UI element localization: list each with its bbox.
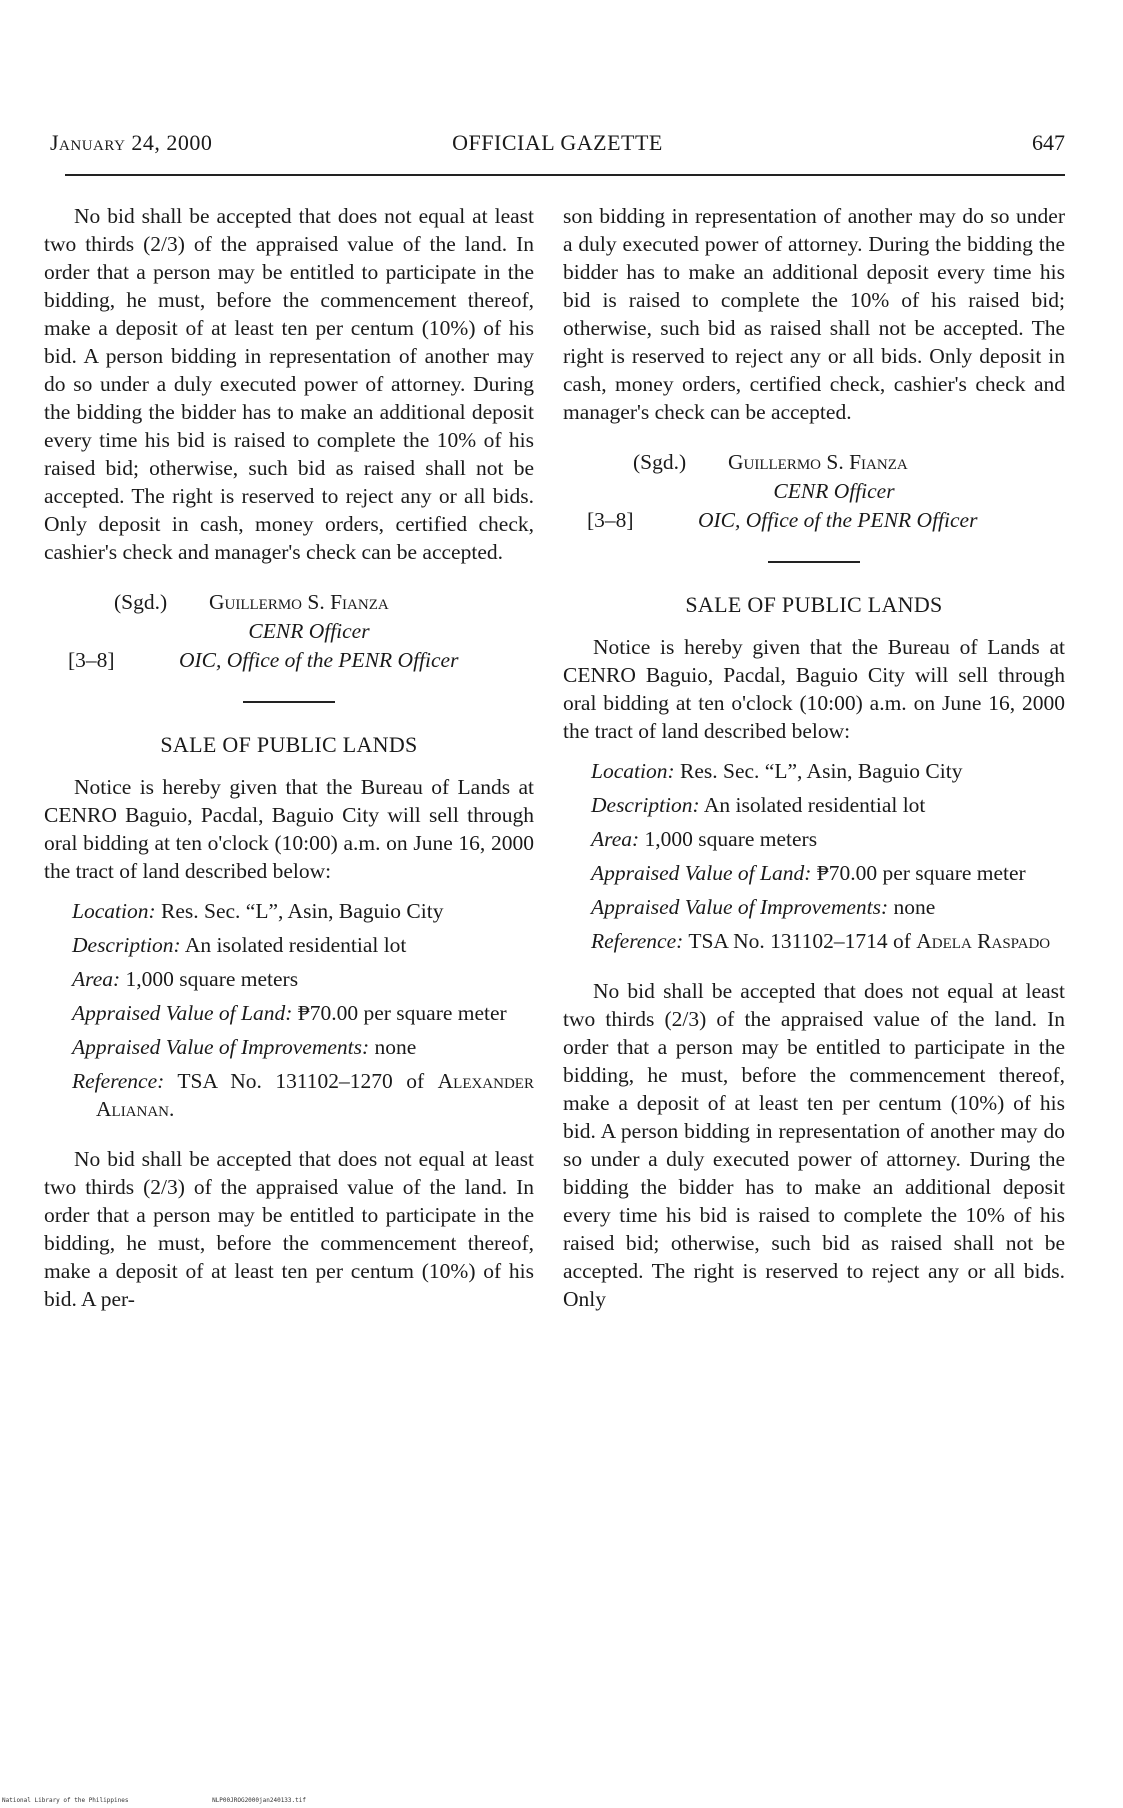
signatory-title: CENR Officer [248, 619, 370, 643]
detail-improvements-value: Appraised Value of Improvements: none [72, 1035, 417, 1059]
bid-conditions-paragraph: No bid shall be accepted that does not equal at least two thirds (2/3) of the appraised value of the land. In order that a person may be entitled to participate in the bidding, he must, before the commencement thereof, make a deposit of at least ten per centum (10%) of his bid. A person bidding in representation of another may do so under a duly executed power of attorney. During the bidding the bidder has to make an additional deposit every time his bid is raised to complete the 10% of his raised bid; otherwise, such bid as raised shall not be accepted. The right is reserved to reject any or all bids. Only deposit in cash, money orders, certified check, cashier's check and manager's check can be accepted. [44, 204, 534, 564]
notice-reference: [3–8] [587, 508, 634, 532]
detail-description: Description: An isolated residential lot [72, 933, 407, 957]
detail-location: Location: Res. Sec. “L”, Asin, Baguio City [72, 899, 444, 923]
detail-reference: Reference: TSA No. 131102–1270 of Alexander Alianan. [72, 1069, 534, 1121]
signatory-name: Guillermo S. Fianza [209, 590, 389, 614]
bid-conditions-paragraph: son bidding in representation of another may do so under a duly executed power of attorney. During the bidding the bidder has to make an additional deposit every time his bid is raised to complete the 10% of his raised bid; otherwise, such bid as raised shall not be accepted. The right is reserved to reject any or all bids. Only deposit in cash, money orders, certified check, cashier's check and manager's check can be accepted. [563, 204, 1065, 424]
land-details [44, 897, 534, 1123]
section-divider [768, 561, 860, 563]
detail-location: Location: Res. Sec. “L”, Asin, Baguio City [591, 759, 963, 783]
signatory-office: OIC, Office of the PENR Officer [179, 648, 459, 672]
section-title: SALE OF PUBLIC LANDS [160, 732, 418, 757]
signatory-office: OIC, Office of the PENR Officer [698, 508, 978, 532]
detail-improvements-value: Appraised Value of Improvements: none [591, 895, 936, 919]
bid-conditions-paragraph: No bid shall be accepted that does not equal at least two thirds (2/3) of the appraised value of the land. In order that a person may be entitled to participate in the bidding, he must, before the commencement thereof, make a deposit of at least ten per centum (10%) of his bid. A person bidding in representation of another may do so under a duly executed power of attorney. During the bidding the bidder has to make an additional deposit every time his bid is raised to complete the 10% of his raised bid; otherwise, such bid as raised shall not be accepted. The right is reserved to reject any or all bids. Only [563, 979, 1065, 1311]
header-divider [65, 174, 1065, 176]
signatory-name: Guillermo S. Fianza [728, 450, 908, 474]
scan-footer [2, 1797, 386, 1804]
notice-paragraph: Notice is hereby given that the Bureau of Lands at CENRO Baguio, Pacdal, Baguio City will sell through oral bidding at ten o'clock (10:00) a.m. on June 16, 2000 the tract of land described below: [563, 635, 1065, 743]
signature-block [563, 448, 1065, 535]
library-credit: National Library of the Philippines [2, 1797, 129, 1804]
detail-area: Area: 1,000 square meters [591, 827, 818, 851]
signed-marker: (Sgd.) [114, 590, 168, 614]
notice-paragraph: Notice is hereby given that the Bureau of Lands at CENRO Baguio, Pacdal, Baguio City will sell through oral bidding at ten o'clock (10:00) a.m. on June 16, 2000 the tract of land described below: [44, 775, 534, 883]
header-date: January 24, 2000 [50, 130, 213, 155]
header-title: OFFICIAL GAZETTE [452, 130, 663, 155]
detail-reference: Reference: TSA No. 131102–1714 of Adela Raspado [591, 929, 1051, 953]
right-column [563, 202, 1065, 1325]
section-divider [243, 701, 335, 703]
detail-land-value: Appraised Value of Land: ₱70.00 per square meter [591, 861, 1026, 885]
signatory-title: CENR Officer [773, 479, 895, 503]
detail-area: Area: 1,000 square meters [72, 967, 299, 991]
signed-marker: (Sgd.) [633, 450, 687, 474]
page-header [50, 130, 1065, 164]
page-number: 647 [1032, 130, 1065, 155]
detail-description: Description: An isolated residential lot [591, 793, 926, 817]
bid-conditions-paragraph: No bid shall be accepted that does not equal at least two thirds (2/3) of the appraised value of the land. In order that a person may be entitled to participate in the bidding, he must, before the commencement thereof, make a deposit of at least ten per centum (10%) of his bid. A per- [44, 1147, 534, 1311]
section-title: SALE OF PUBLIC LANDS [685, 592, 943, 617]
left-column [44, 202, 534, 1325]
land-details [563, 757, 1065, 955]
signature-block [44, 588, 534, 675]
scan-filename: NLP00JROG2000jan240133.tif [212, 1797, 306, 1804]
detail-land-value: Appraised Value of Land: ₱70.00 per square meter [72, 1001, 507, 1025]
notice-reference: [3–8] [68, 648, 115, 672]
